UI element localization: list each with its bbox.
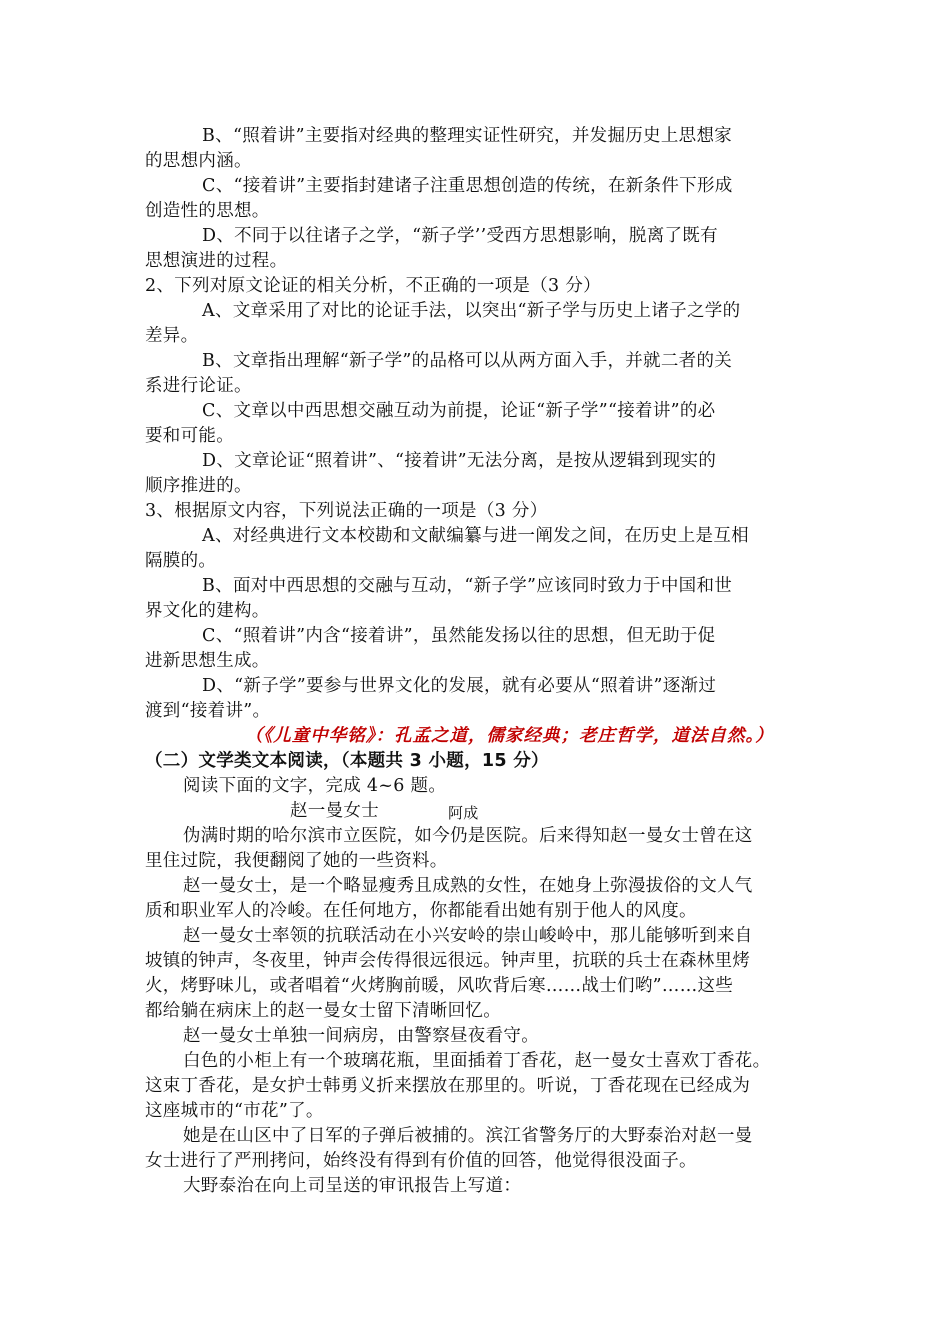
story-line: 这座城市的“市花”了。 [145,1101,324,1121]
q2-option-c-line2: 要和可能。 [145,426,234,446]
q2-option-d-line1: D、文章论证“照着讲”、“接着讲”无法分离，是按从逻辑到现实的 [202,451,717,471]
q1-option-c-line1: C、“接着讲”主要指封建诸子注重思想创造的传统，在新条件下形成 [202,176,733,196]
story-line: 火，烤野味儿，或者唱着“火烤胸前暖，风吹背后寒……战士们哟”……这些 [145,976,734,996]
q1-option-b-line1: B、“照着讲”主要指对经典的整理实证性研究，并发掘历史上思想家 [202,126,733,146]
story-line: 大野泰治在向上司呈送的审讯报告上写道： [183,1176,522,1196]
section-heading: （二）文学类文本阅读，（本题共 3 小题，15 分） [145,751,549,771]
q3-option-a-line1: A、对经典进行文本校勘和文献编纂与进一阐发之间，在历史上是互相 [202,526,749,546]
q2-option-b-line1: B、文章指出理解“新子学”的品格可以从两方面入手，并就二者的关 [202,351,733,371]
q2-option-d-line2: 顺序推进的。 [145,476,252,496]
story-line: 都给躺在病床上的赵一曼女士留下清晰回忆。 [145,1001,501,1021]
q2-option-a-line1: A、文章采用了对比的论证手法，以突出“新子学与历史上诸子之学的 [202,301,741,321]
q2-option-c-line1: C、文章以中西思想交融互动为前提，论证“新子学”“接着讲”的必 [202,401,716,421]
red-quote: （《儿童中华铭》：孔孟之道，儒家经典；老庄哲学，道法自然。） [245,726,774,746]
story-line: 女士进行了严刑拷问，始终没有得到有价值的回答，他觉得很没面子。 [145,1151,697,1171]
story-line: 赵一曼女士单独一间病房，由警察昼夜看守。 [183,1026,539,1046]
story-author: 阿成 [448,804,479,822]
q3-option-a-line2: 隔膜的。 [145,551,217,571]
story-line: 伪满时期的哈尔滨市立医院，如今仍是医院。后来得知赵一曼女士曾在这 [183,826,753,846]
story-line: 赵一曼女士，是一个略显瘦秀且成熟的女性，在她身上弥漫拔俗的文人气 [183,876,753,896]
story-title: 赵一曼女士 [290,801,379,821]
q3-option-d-line2: 渡到“接着讲”。 [145,701,271,721]
q3-option-b-line1: B、面对中西思想的交融与互动，“新子学”应该同时致力于中国和世 [202,576,733,596]
q2-option-b-line2: 系进行论证。 [145,376,252,396]
q1-option-d-line2: 思想演进的过程。 [145,251,288,271]
q3-option-c-line2: 进新思想生成。 [145,651,270,671]
q1-option-c-line2: 创造性的思想。 [145,201,270,221]
story-line: 质和职业军人的冷峻。在任何地方，你都能看出她有别于他人的风度。 [145,901,697,921]
q3-stem: 3、根据原文内容，下列说法正确的一项是（3 分） [145,501,548,521]
story-line: 她是在山区中了日军的子弹后被捕的。滨江省警务厅的大野泰治对赵一曼 [183,1126,753,1146]
q3-option-c-line1: C、“照着讲”内含“接着讲”，虽然能发扬以往的思想，但无助于促 [202,626,716,646]
story-line: 白色的小柜上有一个玻璃花瓶，里面插着丁香花，赵一曼女士喜欢丁香花。 [183,1051,771,1071]
q3-option-d-line1: D、“新子学”要参与世界文化的发展，就有必要从“照着讲”逐渐过 [202,676,717,696]
story-line: 这束丁香花，是女护士韩勇义折来摆放在那里的。听说，丁香花现在已经成为 [145,1076,751,1096]
q1-option-d-line1: D、不同于以往诸子之学，“新子学’’受西方思想影响，脱离了既有 [202,226,718,246]
story-line: 坡镇的钟声，冬夜里，钟声会传得很远很远。钟声里，抗联的兵士在森林里烤 [145,951,751,971]
story-line: 里住过院，我便翻阅了她的一些资料。 [145,851,448,871]
q2-option-a-line2: 差异。 [145,326,199,346]
story-line: 赵一曼女士率领的抗联活动在小兴安岭的崇山峻岭中，那儿能够听到来自 [183,926,753,946]
q3-option-b-line2: 界文化的建构。 [145,601,270,621]
q2-stem: 2、下列对原文论证的相关分析，不正确的一项是（3 分） [145,276,601,296]
q1-option-b-line2: 的思想内涵。 [145,151,252,171]
section-instruction: 阅读下面的文字，完成 4~6 题。 [183,776,447,796]
